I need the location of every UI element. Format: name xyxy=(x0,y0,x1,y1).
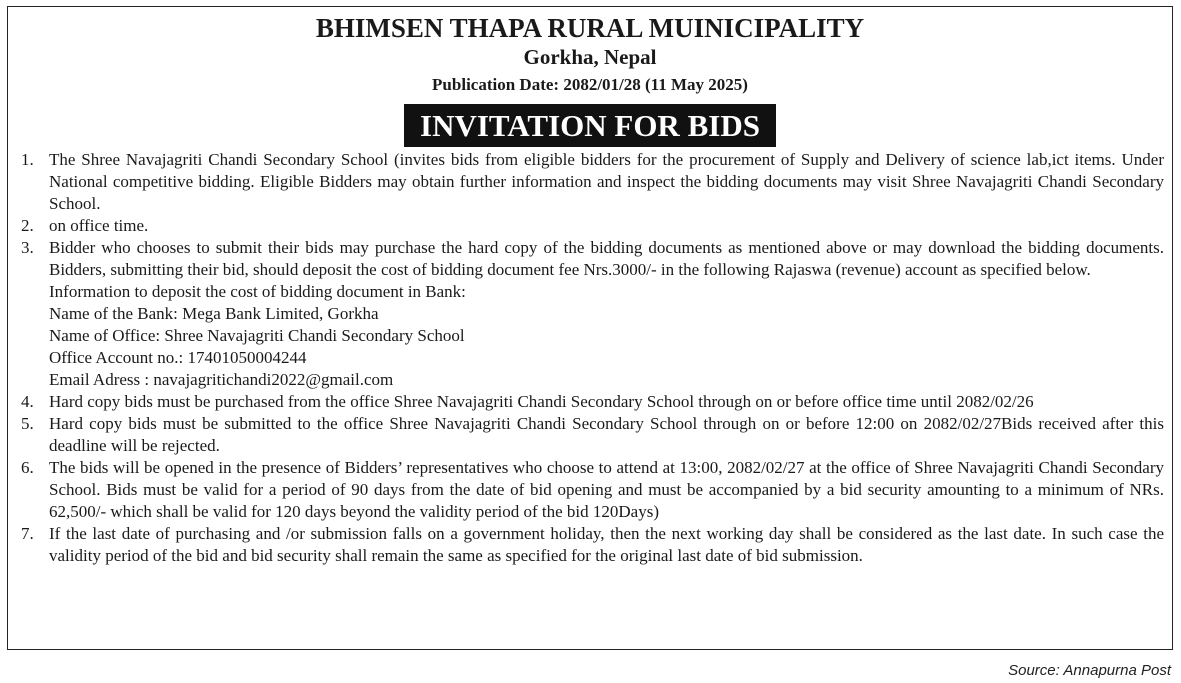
list-item xyxy=(8,457,1172,523)
item-number: 3. xyxy=(21,238,34,257)
list-item xyxy=(8,237,1172,391)
item-text: The bids will be opened in the presence of Bidders’ representatives who choose to attend at 13:00, 2082/02/27 at the office of Shree Navajagriti Chandi Secondary School. Bids must be valid for a period of 90 days from the date of bid opening and must be accompanied by a bid security amounting to a minimum of NRs. 62,500/- which shall be valid for 120 days beyond the validity period of the bid 120Days) xyxy=(49,458,1164,521)
bid-items-list xyxy=(8,149,1172,567)
bid-notice xyxy=(7,6,1173,650)
source-credit: Source: Annapurna Post xyxy=(1008,662,1171,679)
email-address: Email Adress : navajagritichandi2022@gmail.com xyxy=(49,370,394,389)
bank-info-heading: Information to deposit the cost of bidding document in Bank: xyxy=(49,282,466,301)
item-number: 1. xyxy=(21,150,34,169)
item-text: Hard copy bids must be submitted to the office Shree Navajagriti Chandi Secondary School through on or before 12:00 on 2082/02/27Bids received after this deadline will be rejected. xyxy=(49,414,1164,455)
municipality-title: BHIMSEN THAPA RURAL MUINICIPALITY xyxy=(315,13,865,43)
publication-date: Publication Date: 2082/01/28 (11 May 2025) xyxy=(432,75,748,94)
item-text: on office time. xyxy=(49,216,149,235)
office-name: Name of Office: Shree Navajagriti Chandi Secondary School xyxy=(49,326,465,345)
list-item xyxy=(8,391,1172,413)
list-item xyxy=(8,149,1172,215)
item-text: Hard copy bids must be purchased from the office Shree Navajagriti Chandi Secondary School through on or before office time until 2082/02/26 xyxy=(49,392,1034,411)
item-number: 6. xyxy=(21,458,34,477)
account-number: Office Account no.: 17401050004244 xyxy=(49,348,307,367)
list-item xyxy=(8,413,1172,457)
bank-name: Name of the Bank: Mega Bank Limited, Gorkha xyxy=(49,304,379,323)
notice-header xyxy=(8,13,1172,147)
list-item xyxy=(8,215,1172,237)
item-number: 7. xyxy=(21,524,34,543)
location: Gorkha, Nepal xyxy=(523,45,657,69)
item-number: 2. xyxy=(21,216,34,235)
list-item xyxy=(8,523,1172,567)
item-number: 4. xyxy=(21,392,34,411)
item-text: If the last date of purchasing and /or submission falls on a government holiday, then the next working day shall be considered as the last date. In such case the validity period of the bid and bid security shall remain the same as specified for the original last date of bid submission. xyxy=(49,524,1164,565)
item-number: 5. xyxy=(21,414,34,433)
item-text: The Shree Navajagriti Chandi Secondary School (invites bids from eligible bidders for the procurement of Supply and Delivery of science lab,ict items. Under National competitive bidding. Eligible Bidders may obtain further information and inspect the bidding documents may visit Shree Navajagriti Chandi Secondary School. xyxy=(49,150,1164,213)
notice-banner: INVITATION FOR BIDS xyxy=(404,104,776,147)
item-text: Bidder who chooses to submit their bids may purchase the hard copy of the bidding documents as mentioned above or may download the bidding documents. Bidders, submitting their bid, should deposit the cost of bidding document fee Nrs.3000/- in the following Rajaswa (revenue) account as specified below. xyxy=(49,238,1164,279)
